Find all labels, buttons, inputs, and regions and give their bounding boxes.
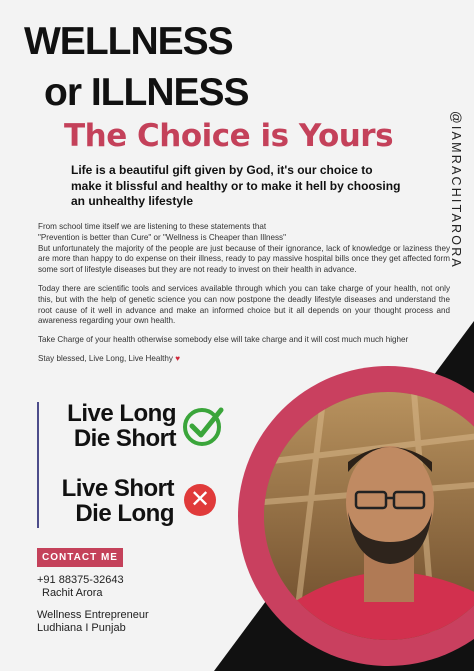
headline-subtitle: The Choice is Yours: [64, 118, 394, 154]
contact-role: Wellness Entrepreneur: [37, 609, 149, 621]
slogan-2-line1: Live Short: [61, 475, 174, 502]
contact-details: [37, 574, 149, 635]
slogan-1-line2: Die Short: [73, 425, 176, 452]
body-p1-line3: But unfortunately the majority of the people are just because of their ignorance, lack of knowledge or laziness they are more than happy to do expense on their illness, ready to pay massive hospital bills once they get affected form some sort of lifestyle diseases but they are not ready to invest on their health in advance.: [38, 243, 450, 275]
body-paragraph-2: Today there are scientific tools and services available through which you can take charge of your health, not only this, but with the help of genetic science you can now postpone the deadly lifestyle diseases and understand the root cause of it well in advance and make an informed choice but it all depends on your thought process and awareness regarding your own health.: [38, 283, 450, 326]
slogan-live-long: [50, 401, 176, 451]
body-text: [38, 222, 450, 373]
contact-me-button[interactable]: CONTACT ME: [37, 548, 123, 567]
contact-location: Ludhiana I Punjab: [37, 622, 126, 634]
headline-or-illness: or ILLNESS: [44, 71, 249, 114]
stay-blessed-text: Stay blessed, Live Long, Live Healthy: [38, 353, 173, 363]
headline-wellness: WELLNESS: [24, 20, 233, 63]
body-paragraph-3: Take Charge of your health otherwise somebody else will take charge and it will cost much much higher: [38, 335, 409, 345]
slogan-1-line1: Live Long: [67, 400, 176, 427]
slogan-2-line2: Die Long: [75, 500, 174, 527]
body-paragraph-1: [38, 222, 450, 276]
body-p1-line1: From school time itself we are listening to these statements that: [38, 222, 267, 231]
slogan-live-short: [50, 476, 174, 526]
stay-blessed-line: [38, 354, 450, 365]
contact-phone: +91 88375-32643: [37, 574, 124, 586]
heart-icon: ♥: [175, 353, 181, 363]
body-p1-line2: "Prevention is better than Cure" or "Wellness is Cheaper than Illness": [38, 232, 286, 242]
check-icon: [181, 404, 225, 448]
slogan-divider-line: [37, 402, 39, 528]
social-handle: @IAMRACHITARORA: [449, 111, 463, 269]
intro-text: Life is a beautiful gift given by God, it's our choice to make it blissful and healthy or to make it hell by choosing an unhealthy lifestyle: [71, 163, 401, 208]
contact-name: Rachit Arora: [42, 587, 103, 599]
x-icon: ✕: [184, 484, 216, 516]
